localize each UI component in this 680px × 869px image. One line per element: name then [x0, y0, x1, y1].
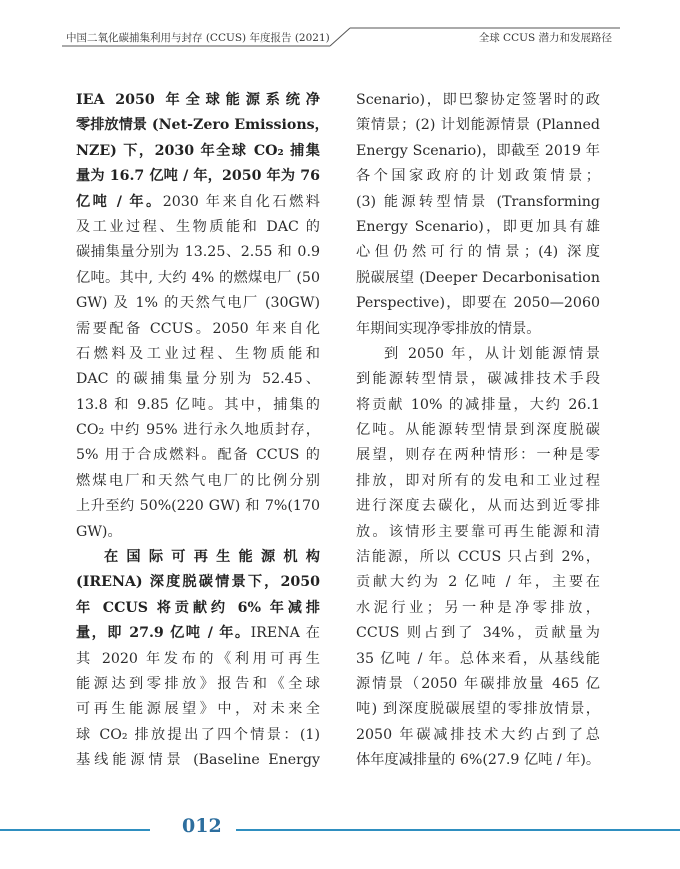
bold-text: (IRENA) 深度脱碳情景下，2050: [76, 574, 320, 591]
body-text: Perspective)，即要在 2050—2060: [356, 295, 600, 312]
text-line: [356, 697, 600, 722]
text-line: [76, 190, 320, 215]
body-text: 可再生能源展望》中，对未来全: [76, 701, 320, 718]
body-text: DAC 的碳捕集量分别为 52.45、: [76, 371, 320, 388]
text-line: [76, 723, 320, 748]
text-line: [356, 113, 600, 138]
body-text: 水泥行业；另一种是净零排放，: [356, 599, 600, 616]
body-text: Energy Scenario)，即截至 2019 年: [356, 142, 600, 159]
bold-text: IEA 2050 年全球能源系统净: [76, 92, 320, 108]
body-text: (3) 能源转型情景 (Transforming: [356, 193, 600, 210]
text-line: [76, 697, 320, 722]
body-text: IRENA 在: [250, 625, 320, 642]
text-line: [356, 494, 600, 519]
body-text: GW) 及 1% 的天然气电厂 (30GW): [76, 295, 320, 312]
bold-text: 年 CCUS 将贡献约 6% 年减排: [76, 599, 320, 616]
body-text: 能源达到零排放》报告和《全球: [76, 675, 320, 692]
text-line: [76, 672, 320, 697]
body-text: 球 CO₂ 排放提出了四个情景：(1): [76, 726, 320, 743]
text-line: [76, 393, 320, 418]
text-line: [76, 88, 320, 113]
bold-text: 零排放情景 (Net-Zero Emissions，: [76, 117, 329, 134]
body-text: 亿吨。从能源转型情景到深度脱碳: [356, 422, 600, 439]
text-line: [76, 367, 320, 392]
text-line: [356, 418, 600, 443]
text-line: [76, 596, 320, 621]
text-line: [76, 317, 320, 342]
text-line: [356, 393, 600, 418]
text-line: [76, 418, 320, 443]
text-line: [356, 291, 600, 316]
body-text: 2050 年碳减排技术大约占到了总: [356, 726, 600, 743]
text-line: [356, 190, 600, 215]
body-text: 心但仍然可行的情景；(4) 深度: [356, 244, 600, 261]
text-line: [356, 443, 600, 468]
text-line: [356, 139, 600, 164]
text-line: [356, 672, 600, 697]
body-text: 源情景（2050 年碳排放量 465 亿: [356, 675, 600, 692]
bold-text: 量，即 27.9 亿吨 / 年。: [76, 625, 251, 642]
text-line: [76, 570, 320, 595]
body-text: 13.8 和 9.85 亿吨。其中，捕集的: [76, 396, 320, 413]
body-text: 石燃料及工业过程、生物质能和: [76, 345, 320, 362]
text-line: [356, 748, 600, 773]
body-text: 吨) 到深度脱碳展望的零排放情景，: [356, 701, 600, 718]
body-text: 策情景；(2) 计划能源情景 (Planned: [356, 117, 600, 134]
text-line: [76, 139, 320, 164]
text-line: [76, 113, 329, 138]
body-text: 碳捕集量分别为 13.25、2.55 和 0.9: [76, 244, 320, 261]
text-line: [76, 443, 320, 468]
text-line: [76, 266, 320, 291]
body-text: CO₂ 中约 95% 进行永久地质封存，: [76, 422, 320, 439]
body-text: 到能源转型情景，碳减排技术手段: [356, 371, 600, 388]
footer-rule-right: [236, 829, 680, 831]
text-line: [356, 596, 600, 621]
text-line: [356, 621, 600, 646]
body-text: 亿吨。其中, 大约 4% 的燃煤电厂 (50: [76, 269, 320, 286]
body-text: 将贡献 10% 的减排量，大约 26.1: [356, 396, 600, 413]
text-line: [76, 215, 320, 240]
body-text: 洁能源，所以 CCUS 只占到 2%，: [356, 549, 600, 566]
text-line: [356, 723, 600, 748]
body-text: 需要配备 CCUS。2050 年来自化: [76, 320, 320, 337]
text-line: [76, 520, 320, 545]
body-text: Scenario)，即巴黎协定签署时的政: [356, 92, 600, 108]
body-text: CCUS 则占到了 34%，贡献量为: [356, 625, 600, 642]
body-text: 到 2050 年，从计划能源情景: [384, 345, 600, 362]
body-text: 各个国家政府的计划政策情景；: [356, 168, 600, 185]
text-line: [356, 647, 600, 672]
text-line: [356, 240, 600, 265]
text-line: [76, 494, 320, 519]
text-line: [356, 215, 600, 240]
text-line: [76, 164, 320, 189]
bold-text: 量为 16.7 亿吨 / 年，2050 年为 76: [76, 168, 320, 185]
text-line: [76, 545, 320, 570]
body-text: 体年度减排量的 6%(27.9 亿吨 / 年)。: [356, 752, 601, 769]
text-line: [356, 520, 600, 545]
text-line: [76, 748, 320, 773]
text-line: [76, 647, 320, 672]
bold-text: NZE) 下，2030 年全球 CO₂ 捕集: [76, 142, 320, 159]
text-line: [356, 570, 600, 595]
text-line: [356, 317, 600, 342]
body-text: 2030 年来自化石燃料: [162, 193, 320, 210]
right-text-column: [356, 88, 600, 774]
bold-text: 亿吨 / 年。: [76, 193, 163, 210]
text-line: [356, 88, 600, 113]
body-text: 燃煤电厂和天然气电厂的比例分别: [76, 472, 320, 489]
text-line: [356, 266, 600, 291]
body-text: 5% 用于合成燃料。配备 CCUS 的: [76, 447, 320, 464]
text-line: [356, 545, 600, 570]
body-text: 上升至约 50%(220 GW) 和 7%(170: [76, 498, 320, 515]
body-text: 其 2020 年发布的《利用可再生: [76, 650, 320, 667]
text-line: [76, 469, 320, 494]
text-line: [356, 342, 600, 367]
body-text: 贡献大约为 2 亿吨 / 年，主要在: [356, 574, 600, 591]
body-text: 35 亿吨 / 年。总体来看，从基线能: [356, 650, 600, 667]
body-text: 排放，即对所有的发电和工业过程: [356, 472, 600, 489]
body-text: 放。该情形主要靠可再生能源和清: [356, 523, 600, 540]
footer-rule-left: [0, 829, 150, 831]
header-section-title: 全球 CCUS 潜力和发展路径: [478, 32, 612, 44]
text-line: [356, 164, 600, 189]
header-report-title: 中国二氧化碳捕集利用与封存 (CCUS) 年度报告 (2021): [66, 32, 330, 44]
text-line: [76, 621, 320, 646]
body-text: 展望，则存在两种情形：一种是零: [356, 447, 600, 464]
bold-text: 在国际可再生能源机构: [104, 549, 320, 566]
text-line: [76, 240, 320, 265]
body-text: Energy Scenario)，即更加具有雄: [356, 218, 600, 235]
left-text-column: [76, 88, 329, 774]
body-text: GW)。: [76, 523, 122, 540]
page-number: 012: [182, 815, 222, 837]
text-line: [356, 469, 600, 494]
body-text: 进行深度去碳化，从而达到近零排: [356, 498, 600, 515]
body-text: 及工业过程、生物质能和 DAC 的: [76, 218, 320, 235]
body-text: 年期间实现净零排放的情景。: [356, 320, 541, 337]
text-line: [356, 367, 600, 392]
text-line: [76, 342, 320, 367]
body-text: 脱碳展望 (Deeper Decarbonisation: [356, 269, 600, 286]
body-text: 基线能源情景 (Baseline Energy: [76, 752, 320, 769]
text-line: [76, 291, 320, 316]
